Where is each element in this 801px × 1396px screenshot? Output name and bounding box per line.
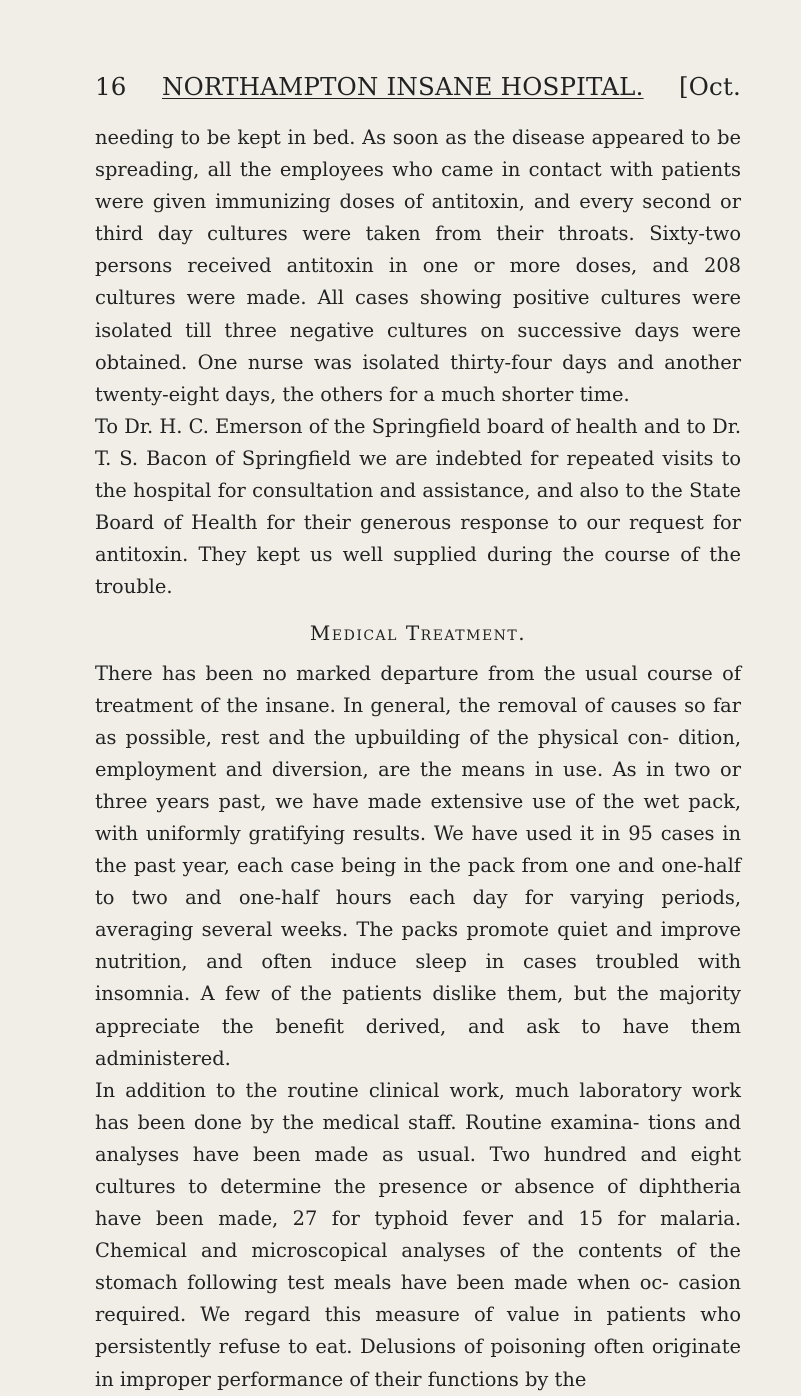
paragraph: In addition to the routine clinical work, much laboratory work has been done by the medical staff. Routine examina- tions and analyses have been made as usual. Two hundred and eight cultures to determine the presence or absence of diphtheria have been made, 27 for typhoid fever and 15 for malaria. Chemical and microscopical analyses of the contents of the stomach following test meals have been made when oc- casion required. We regard this measure of value in patients who persistently refuse to eat. Delusions of poisoning often originate in improper performance of their functions by the [95, 1078, 741, 1391]
section-heading: Medical Treatment. [309, 621, 527, 646]
running-head [95, 72, 741, 112]
paragraph: There has been no marked departure from the usual course of treatment of the insane. In general, the removal of causes so far as possible, rest and the upbuilding of the physical con- dition, employment and diversion, are the means in use. As in two or three years past, we have made extensive use of the wet pack, with uniformly gratifying results. We have used it in 95 cases in the past year, each case being in the pack from one and one-half to two and one-half hours each day for varying periods, averaging several weeks. The packs promote quiet and improve nutrition, and often induce sleep in cases troubled with insomnia. A few of the patients dislike them, but the majority appreciate the benefit derived, and ask to have them administered. [95, 661, 741, 1070]
paragraph: needing to be kept in bed. As soon as the disease appeared to be spreading, all the employees who came in contact with patients were given immunizing doses of antitoxin, and every second or third day cultures were taken from their throats. Sixty-two persons received antitoxin in one or more doses, and 208 cultures were made. All cases showing positive cultures were isolated till three negative cultures on successive days were obtained. One nurse was isolated thirty-four days and another twenty-eight days, the others for a much shorter time. [95, 126, 741, 406]
running-date: [Oct. [678, 72, 741, 101]
page-number: 16 [95, 72, 127, 101]
body-text [95, 122, 741, 1396]
running-title: NORTHAMPTON INSANE HOSPITAL. [161, 72, 644, 101]
document-page [95, 72, 741, 1396]
paragraph: To Dr. H. C. Emerson of the Springfield board of health and to Dr. T. S. Bacon of Springfield we are indebted for repeated visits to the hospital for consultation and assistance, and also to the State Board of Health for their generous response to our request for antitoxin. They kept us well supplied during the course of the trouble. [95, 414, 741, 599]
